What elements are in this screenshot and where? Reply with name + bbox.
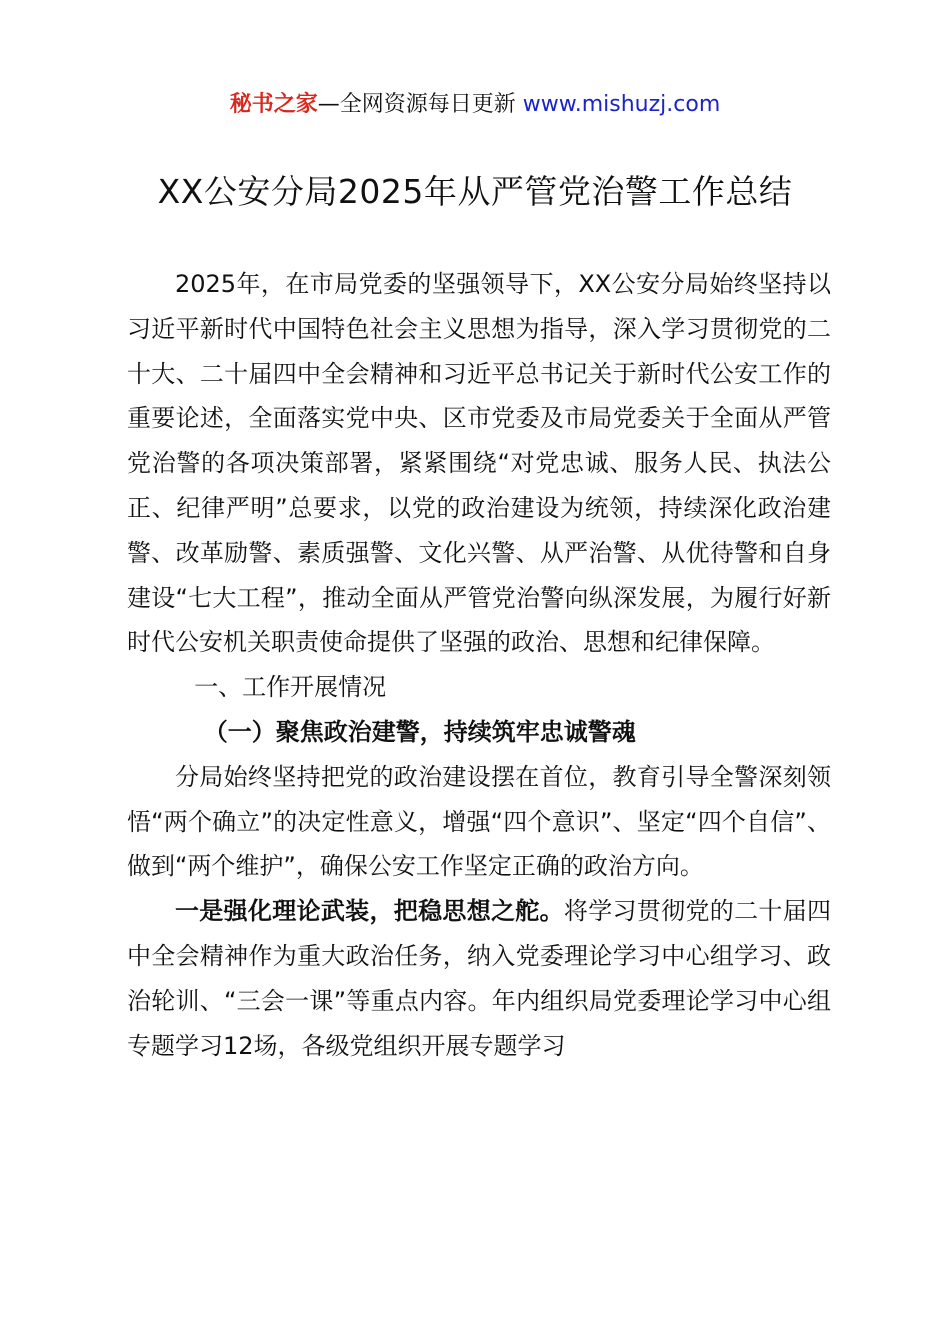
intro-paragraph: 2025年，在市局党委的坚强领导下，XX公安分局始终坚持以习近平新时代中国特色社会主义思想为指导，深入学习贯彻党的二十大、二十届四中全会精神和习近平总书记关于新时代公安工作的重要论述，全面落实党中央、区市党委及市局党委关于全面从严管党治警的各项决策部署，紧紧围绕“对党忠诚、服务人民、执法公正、纪律严明”总要求，以党的政治建设为统领，持续深化政治建警、改革励警、素质强警、文化兴警、从严治警、从优待警和自身建设“七大工程”，推动全面从严管党治警向纵深发展，为履行好新时代公安机关职责使命提供了坚强的政治、思想和纪律保障。	[127, 270, 831, 657]
section-heading: 一、工作开展情况	[194, 673, 387, 702]
site-header	[0, 88, 950, 122]
document-body	[127, 262, 831, 1068]
section-intro-paragraph: 分局始终坚持把党的政治建设摆在首位，教育引导全警深刻领悟“两个确立”的决定性意义，增强“四个意识”、坚定“四个自信”、做到“两个维护”，确保公安工作坚定正确的政治方向。	[127, 762, 831, 881]
document-title: XX公安分局2025年从严管党治警工作总结	[157, 172, 793, 211]
item-lead: 一是强化理论武装，把稳思想之舵。	[175, 897, 564, 926]
header-tagline: —全网资源每日更新	[317, 92, 523, 117]
item-paragraph	[127, 889, 831, 1068]
site-url-link[interactable]: www.mishuzj.com	[522, 92, 721, 117]
subsection-heading: （一）聚焦政治建警，持续筑牢忠诚警魂	[203, 717, 636, 746]
item-text: 将学习贯彻党的二十届四中全会精神作为重大政治任务，纳入党委理论学习中心组学习、政治轮训、“三会一课”等重点内容。年内组织局党委理论学习中心组专题学习12场，各级党组织开展专题学习	[127, 897, 831, 1060]
brand-name: 秘书之家	[229, 92, 318, 117]
